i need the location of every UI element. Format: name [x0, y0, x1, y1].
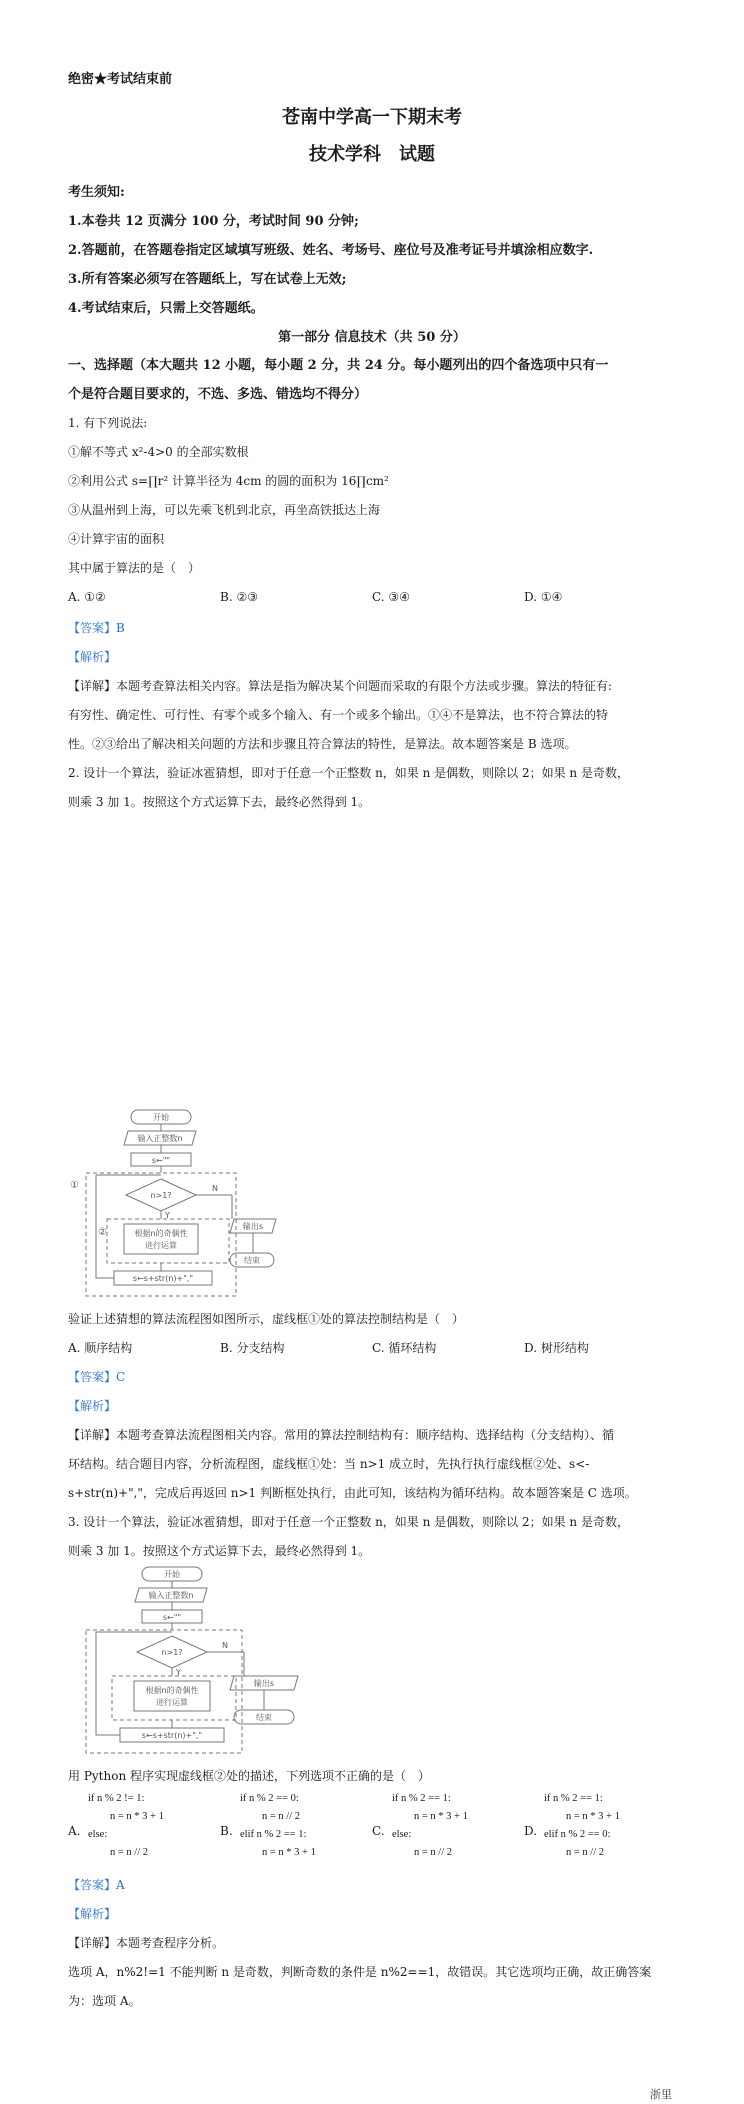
flowchart-diagram: [62, 1560, 302, 1760]
notice-item: 1.本卷共 12 页满分 100 分，考试时间 90 分钟;: [68, 214, 359, 229]
q3-ask: 用 Python 程序实现虚线框②处的描述，下列选项不正确的是（ ）: [68, 1769, 430, 1783]
notice-item: 2.答题前，在答题卷指定区域填写班级、姓名、考场号、座位号及准考证号并填涂相应数字.: [68, 243, 594, 258]
q2-answer: 【答案】C: [68, 1370, 126, 1384]
notice-item: 3.所有答案必须写在答题纸上，写在试卷上无效;: [68, 272, 347, 287]
q1-analysis: 【解析】: [68, 650, 117, 664]
fc-cond: n>1?: [161, 1648, 183, 1657]
q2-option-a: A. 顺序结构: [68, 1341, 133, 1355]
subject-title: 技术学科 试题: [309, 144, 435, 165]
q2-detail: 【详解】本题考查算法流程图相关内容。常用的算法控制结构有：顺序结构、选择结构（分支结构）、循: [68, 1428, 615, 1442]
section-heading: 一、选择题（本大题共 12 小题，每小题 2 分，共 24 分。每小题列出的四个备选项中只有一: [68, 358, 609, 373]
q2-option-d: D. 树形结构: [524, 1341, 589, 1355]
q3-option-b-code: if n % 2 == 0: n = n // 2 elif n % 2 == 1: n = n * 3 + 1: [240, 1793, 316, 1858]
fc-end: 结束: [256, 1713, 272, 1722]
fc-start: 开始: [153, 1113, 169, 1122]
q2-stem: 2. 设计一个算法，验证冰雹猜想，即对于任意一个正整数 n，如果 n 是偶数，则除以 2；如果 n 是奇数，: [68, 766, 629, 780]
q1-item: ④计算宇宙的面积: [68, 532, 165, 546]
fc-init: s←"": [151, 1156, 171, 1165]
notice-heading: 考生须知:: [68, 185, 125, 200]
fc-update: s←s+str(n)+",": [132, 1274, 194, 1283]
q3-stem: 3. 设计一个算法，验证冰雹猜想，即对于任意一个正整数 n，如果 n 是偶数，则除以 2；如果 n 是奇数，: [68, 1515, 629, 1529]
q1-detail: 【详解】本题考查算法相关内容。算法是指为解决某个问题而采取的有限个方法或步骤。算法的特征有:: [68, 679, 613, 693]
fc-process: 进行运算: [156, 1698, 188, 1707]
fc-process: 根据n的奇偶性: [145, 1686, 199, 1695]
q3-explain: 选项 A，n%2!=1 不能判断 n 是奇数，判断奇数的条件是 n%2==1，故错误。其它选项均正确，故正确答案: [68, 1965, 652, 1979]
q1-detail: 有穷性、确定性、可行性、有零个或多个输入、有一个或多个输出。①④不是算法，也不符合算法的特: [68, 708, 609, 722]
q1-detail: 性。②③给出了解决相关问题的方法和步骤且符合算法的特性，是算法。故本题答案是 B 选项。: [68, 737, 577, 751]
q2-option-b: B. 分支结构: [220, 1341, 285, 1355]
fc-end: 结束: [244, 1256, 260, 1265]
q3-option-d-code: if n % 2 == 1: n = n * 3 + 1 elif n % 2 == 0: n = n // 2: [544, 1793, 620, 1858]
fc-process: 进行运算: [145, 1241, 177, 1250]
q3-option-a-label: A.: [68, 1824, 81, 1838]
fc-no: N: [222, 1641, 228, 1650]
fc-process: 根据n的奇偶性: [134, 1229, 188, 1238]
q3-option-a-code: if n % 2 != 1: n = n * 3 + 1 else: n = n // 2: [88, 1793, 164, 1858]
fc-start: 开始: [164, 1570, 180, 1579]
notice-item: 4.考试结束后，只需上交答题纸。: [68, 301, 264, 316]
q1-option-b: B. ②③: [220, 590, 258, 604]
q1-item: ①解不等式 x²-4>0 的全部实数根: [68, 445, 249, 459]
q1-option-d: D. ①④: [524, 590, 563, 604]
q3-option-c-code: if n % 2 == 1: n = n * 3 + 1 else: n = n // 2: [392, 1793, 468, 1858]
q3-answer: 【答案】A: [68, 1878, 125, 1892]
school-title: 苍南中学高一下期末考: [282, 107, 462, 128]
q2-detail: s+str(n)+","，完成后再返回 n>1 判断框处执行，由此可知，该结构为循环结构。故本题答案是 C 选项。: [68, 1486, 637, 1500]
q2-ask: 验证上述猜想的算法流程图如图所示，虚线框①处的算法控制结构是（ ）: [68, 1312, 465, 1326]
q3-stem-cont: 则乘 3 加 1。按照这个方式运算下去，最终必然得到 1。: [68, 1544, 371, 1558]
q2-analysis: 【解析】: [68, 1399, 117, 1413]
fc-input: 输入正整数n: [148, 1591, 194, 1600]
section-heading-cont: 个是符合题目要求的，不选、多选、错选均不得分）: [68, 387, 368, 402]
q2-option-c: C. 循环结构: [372, 1341, 437, 1355]
fc-init: s←"": [162, 1613, 182, 1622]
q2-detail: 环结构。结合题目内容，分析流程图，虚线框①处：当 n>1 成立时，先执行执行虚线框②处、s<-: [68, 1457, 590, 1471]
part-title: 第一部分 信息技术（共 50 分）: [278, 330, 466, 345]
fc-input: 输入正整数n: [137, 1134, 183, 1143]
flowchart-diagram: [62, 1103, 302, 1303]
q3-option-b-label: B.: [220, 1824, 233, 1838]
q1-item: ②利用公式 s=∏r² 计算半径为 4cm 的圆的面积为 16∏cm²: [68, 474, 389, 488]
q3-explain: 为：选项 A。: [68, 1994, 141, 2008]
q1-ask: 其中属于算法的是（ ）: [68, 561, 201, 575]
q1-option-c: C. ③④: [372, 590, 410, 604]
q2-stem-cont: 则乘 3 加 1。按照这个方式运算下去，最终必然得到 1。: [68, 795, 371, 809]
q3-option-c-label: C.: [372, 1824, 385, 1838]
fc-output: 输出s: [253, 1679, 275, 1688]
secret-label: 绝密★考试结束前: [68, 72, 173, 87]
fc-yes: Y: [165, 1211, 170, 1220]
fc-output: 输出s: [242, 1222, 264, 1231]
fc-mark-2: ②: [98, 1227, 107, 1238]
fc-update: s←s+str(n)+",": [141, 1731, 203, 1740]
footer-region: 浙里: [650, 2088, 672, 2101]
q1-option-a: A. ①②: [68, 590, 106, 604]
q1-stem: 1. 有下列说法:: [68, 416, 148, 430]
fc-yes: Y: [176, 1668, 181, 1677]
q3-detail: 【详解】本题考查程序分析。: [68, 1936, 225, 1950]
q3-analysis: 【解析】: [68, 1907, 117, 1921]
fc-no: N: [212, 1184, 218, 1193]
q1-item: ③从温州到上海，可以先乘飞机到北京，再坐高铁抵达上海: [68, 503, 381, 517]
fc-cond: n>1?: [150, 1191, 172, 1200]
q1-answer: 【答案】B: [68, 621, 125, 635]
q3-option-d-label: D.: [524, 1824, 538, 1838]
fc-mark-1: ①: [70, 1180, 79, 1191]
